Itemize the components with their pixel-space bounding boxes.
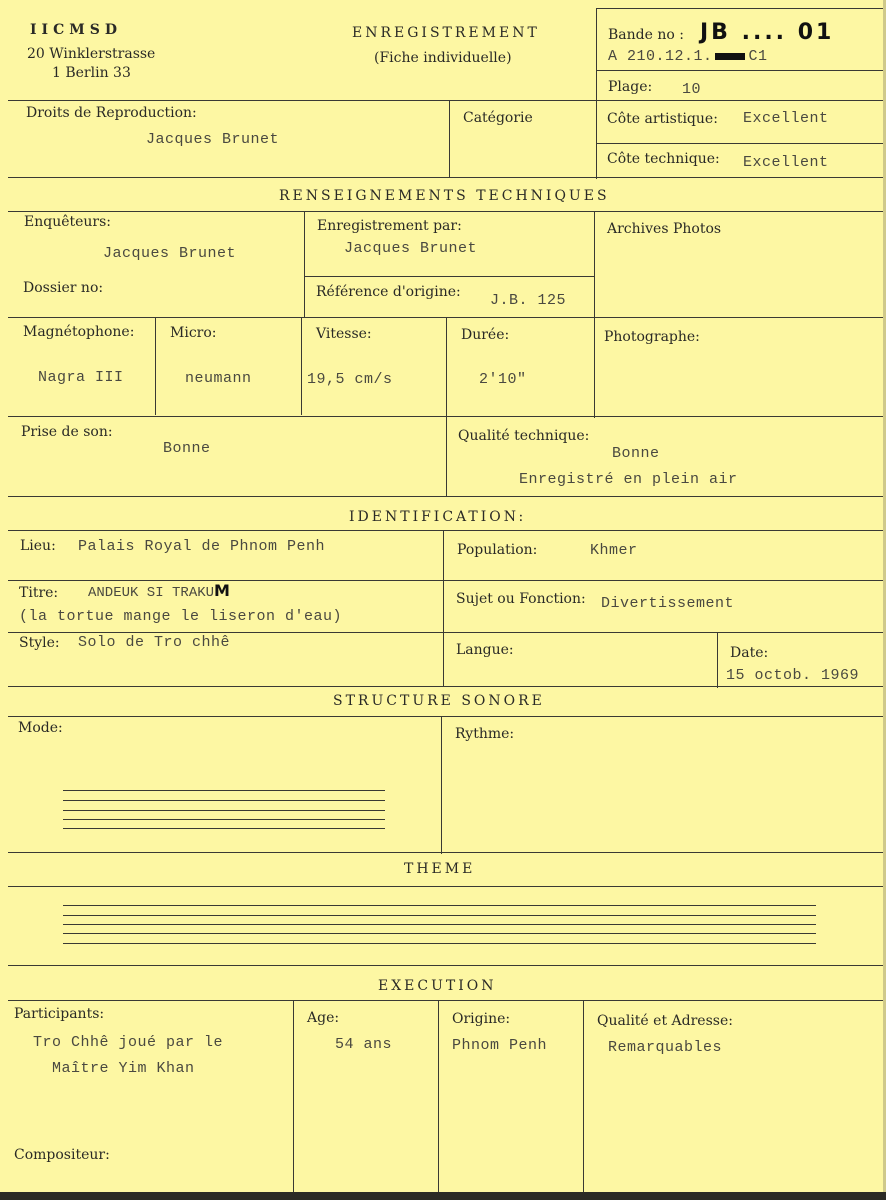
- bande-label: Bande no :: [608, 27, 684, 43]
- section-identification-heading: IDENTIFICATION:: [349, 509, 527, 525]
- divider: [596, 70, 884, 71]
- qualite-adresse-label: Qualité et Adresse:: [597, 1013, 733, 1029]
- enregistrement-label: Enregistrement par:: [317, 218, 462, 234]
- prise-de-son-value: Bonne: [163, 440, 211, 457]
- participants-line1: Tro Chhê joué par le: [33, 1034, 224, 1051]
- divider: [438, 1000, 439, 1192]
- sujet-value: Divertissement: [601, 595, 735, 612]
- divider: [8, 852, 884, 853]
- page-bottom-edge: [0, 1192, 886, 1200]
- blank-line: [63, 800, 385, 801]
- qualite-adresse-value: Remarquables: [608, 1039, 723, 1056]
- rythme-label: Rythme:: [455, 726, 515, 742]
- droits-value: Jacques Brunet: [146, 131, 280, 148]
- divider: [155, 317, 156, 415]
- magnetophone-label: Magnétophone:: [23, 324, 135, 340]
- date-value: 15 octob. 1969: [726, 667, 860, 684]
- plage-value: 10: [682, 81, 702, 98]
- divider: [596, 100, 884, 101]
- duree-label: Durée:: [461, 327, 510, 343]
- duree-value: 2'10": [479, 371, 527, 388]
- divider: [446, 317, 447, 497]
- divider: [8, 1000, 884, 1001]
- divider: [8, 716, 884, 717]
- origine-label: Origine:: [452, 1011, 511, 1027]
- divider: [596, 143, 884, 144]
- divider: [441, 716, 442, 854]
- reference-value: J.B. 125: [490, 292, 567, 309]
- reference-label: Référence d'origine:: [316, 284, 461, 300]
- section-structure-heading: STRUCTURE SONORE: [333, 693, 545, 709]
- droits-label: Droits de Reproduction:: [26, 105, 197, 121]
- micro-label: Micro:: [170, 325, 217, 341]
- divider: [8, 886, 884, 887]
- titre-translation: (la tortue mange le liseron d'eau): [19, 608, 343, 625]
- blank-line: [63, 819, 385, 820]
- divider: [8, 211, 884, 212]
- divider: [293, 1000, 294, 1192]
- org-address-line2: 1 Berlin 33: [52, 65, 131, 81]
- divider: [8, 632, 884, 633]
- section-execution-heading: EXECUTION: [378, 978, 497, 994]
- date-label: Date:: [730, 645, 769, 661]
- participants-line2: Maître Yim Khan: [52, 1060, 195, 1077]
- lieu-label: Lieu:: [20, 538, 56, 554]
- form-title: ENREGISTREMENT: [352, 25, 540, 41]
- divider: [8, 100, 596, 101]
- enqueteurs-label: Enquêteurs:: [24, 214, 112, 230]
- blank-line: [63, 933, 816, 934]
- cote-technique-label: Côte technique:: [607, 151, 720, 167]
- divider: [717, 632, 718, 688]
- vitesse-label: Vitesse:: [316, 326, 372, 342]
- style-label: Style:: [19, 635, 60, 651]
- blank-line: [63, 790, 385, 791]
- blank-line: [63, 943, 816, 944]
- divider: [8, 965, 884, 966]
- org-address-line1: 20 Winklerstrasse: [27, 46, 156, 62]
- titre-value: [88, 581, 230, 601]
- form-subtitle: (Fiche individuelle): [374, 50, 512, 66]
- crossed-out-mark: [715, 53, 745, 60]
- divider: [583, 1000, 584, 1192]
- divider: [8, 416, 884, 417]
- age-value: 54 ans: [335, 1036, 393, 1053]
- lieu-value: Palais Royal de Phnom Penh: [78, 538, 326, 555]
- divider: [596, 8, 884, 9]
- titre-typed: ANDEUK SI TRAKU: [88, 585, 215, 601]
- vitesse-value: 19,5 cm/s: [307, 371, 393, 388]
- mode-label: Mode:: [18, 720, 63, 736]
- divider: [301, 317, 302, 415]
- divider: [8, 686, 884, 687]
- blank-line: [63, 924, 816, 925]
- age-label: Age:: [307, 1010, 340, 1026]
- divider: [596, 8, 597, 179]
- blank-line: [63, 810, 385, 811]
- blank-line: [63, 828, 385, 829]
- blank-line: [63, 905, 816, 906]
- micro-value: neumann: [185, 370, 252, 387]
- enregistrement-value: Jacques Brunet: [344, 240, 478, 257]
- dossier-label: Dossier no:: [23, 280, 104, 296]
- divider: [8, 530, 884, 531]
- archives-photos-label: Archives Photos: [607, 221, 722, 237]
- photographe-label: Photographe:: [604, 329, 700, 345]
- cote-technique-value: Excellent: [743, 154, 829, 171]
- population-label: Population:: [457, 542, 538, 558]
- divider: [443, 530, 444, 686]
- cote-artistique-label: Côte artistique:: [607, 111, 718, 127]
- divider: [594, 211, 595, 418]
- origine-value: Phnom Penh: [452, 1037, 548, 1054]
- plage-label: Plage:: [608, 79, 653, 95]
- divider: [8, 177, 884, 178]
- org-logo: IICMSD: [30, 22, 122, 38]
- categorie-label: Catégorie: [463, 110, 533, 126]
- bande-ref-number: A 210.12.1.: [608, 48, 713, 65]
- bande-ref-suffix: C1: [748, 48, 768, 65]
- qualite-technique-label: Qualité technique:: [458, 428, 590, 444]
- section-technique-heading: RENSEIGNEMENTS TECHNIQUES: [279, 188, 610, 204]
- blank-line: [63, 915, 816, 916]
- langue-label: Langue:: [456, 642, 514, 658]
- style-value: Solo de Tro chhê: [78, 634, 231, 651]
- titre-label: Titre:: [19, 585, 59, 601]
- population-value: Khmer: [590, 542, 638, 559]
- cote-artistique-value: Excellent: [743, 110, 829, 127]
- bande-handwritten-value: JB .... 01: [700, 20, 835, 45]
- enqueteurs-value: Jacques Brunet: [103, 245, 237, 262]
- bande-ref: [608, 48, 768, 65]
- divider: [8, 496, 884, 497]
- divider: [304, 276, 594, 277]
- participants-label: Participants:: [14, 1006, 105, 1022]
- divider: [304, 211, 305, 317]
- prise-de-son-label: Prise de son:: [21, 424, 113, 440]
- magnetophone-value: Nagra III: [38, 369, 124, 386]
- qualite-technique-note: Enregistré en plein air: [519, 471, 738, 488]
- compositeur-label: Compositeur:: [14, 1147, 110, 1163]
- qualite-technique-value: Bonne: [612, 445, 660, 462]
- titre-handwritten-letter: M: [214, 581, 230, 600]
- section-theme-heading: THEME: [404, 861, 476, 877]
- sujet-label: Sujet ou Fonction:: [456, 591, 586, 607]
- divider: [449, 100, 450, 178]
